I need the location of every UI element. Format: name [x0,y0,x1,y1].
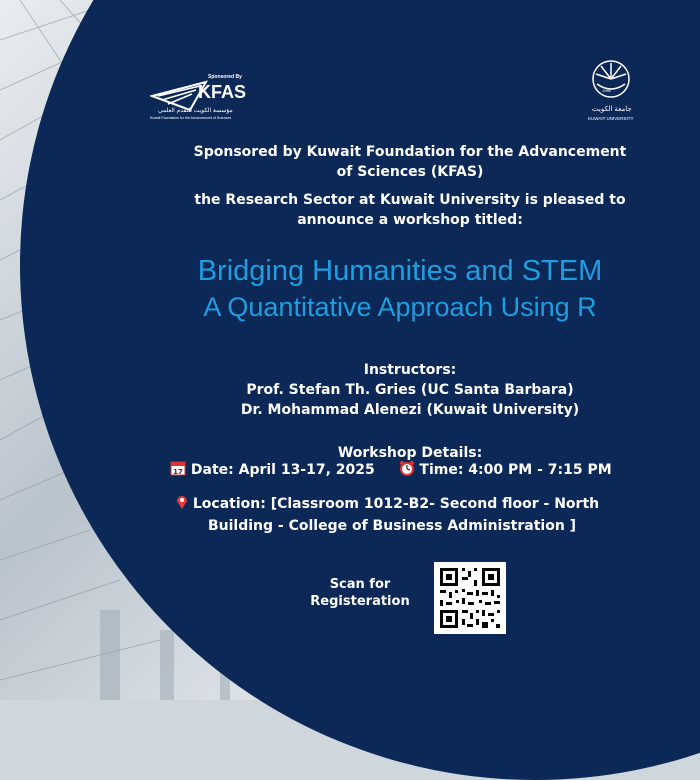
workshop-subtitle: A Quantitative Approach Using R [203,292,597,322]
university-year: 1966 [602,88,611,93]
kfas-tagline: Kuwait Foundation for the Advancement of Sciences [150,116,232,120]
kfas-logo [150,72,260,122]
instructors-heading: Instructors: [363,362,457,378]
kfas-name: KFAS [198,82,247,102]
details-heading: Workshop Details: [337,445,483,461]
registration-line-1: Scan for [329,577,391,592]
announce-line-2: announce a workshop titled: [297,212,523,228]
sponsor-line-2: of Sciences (KFAS) [336,164,484,180]
location-line-2: Building - College of Business Administration ] [208,518,577,534]
announcement-statement [160,190,660,230]
date-text: Date: April 13-17, 2025 [190,462,375,478]
calendar-icon [170,460,186,482]
instructors-section [150,360,670,420]
location-section [176,494,646,536]
announce-line-1: the Research Sector at Kuwait University is pleased to [194,192,626,208]
kfas-sponsored-label: Sponsored By [208,74,242,80]
university-english: KUWAIT UNIVERSITY [588,116,634,121]
qr-code-pattern [434,562,506,634]
qr-code-icon[interactable] [434,562,506,634]
location-pin-icon [176,494,188,516]
registration-line-2: Registeration [310,594,410,609]
time-text: Time: 4:00 PM - 7:15 PM [419,462,612,478]
university-arabic: جامعة الكويت [592,106,632,113]
registration-label [300,576,420,610]
instructor-2: Dr. Mohammad Alenezi (Kuwait University) [240,402,580,418]
alarm-clock-icon [399,460,415,482]
sponsor-statement [160,142,660,182]
location-line-1: Location: [Classroom 1012-B2- Second floor - North [192,496,600,512]
workshop-title: Bridging Humanities and STEM [197,255,603,287]
date-time-row [170,460,650,482]
kuwait-university-logo [582,58,640,128]
university-emblem-icon [591,58,631,100]
kfas-arabic: مؤسسة الكويت للتقدم العلمي [158,108,233,114]
instructor-1: Prof. Stefan Th. Gries (UC Santa Barbara) [246,382,574,398]
svg-text:17: 17 [173,468,183,476]
sponsor-line-1: Sponsored by Kuwait Foundation for the Advancement [193,144,627,160]
